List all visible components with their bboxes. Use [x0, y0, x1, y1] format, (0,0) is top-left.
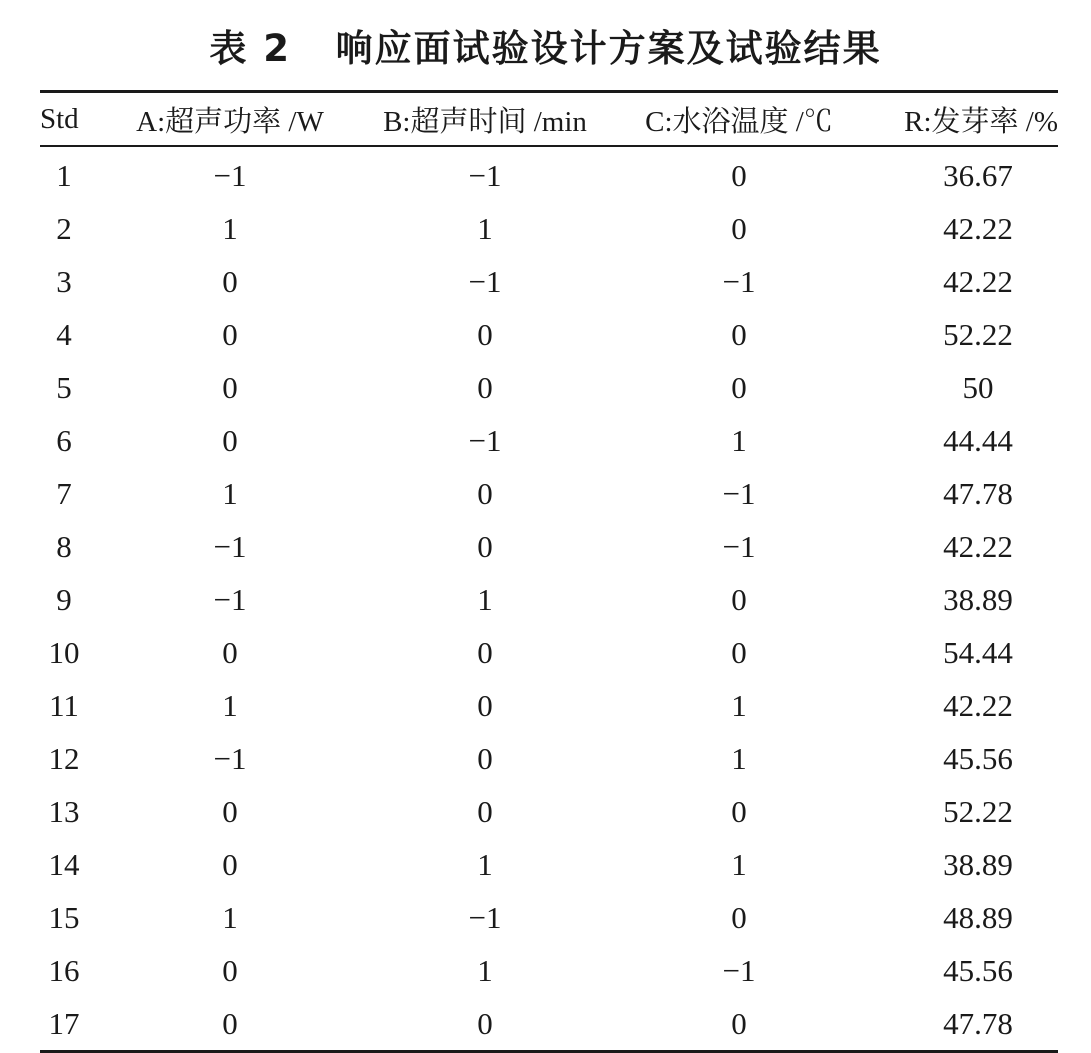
cell-std: 11 — [49, 687, 79, 723]
cell-temperature: 0 — [731, 634, 747, 670]
header-ultrasonic-power: A:超声功率 /W — [136, 105, 324, 138]
cell-temperature: −1 — [722, 263, 756, 299]
cell-power: 0 — [222, 369, 238, 405]
table-row — [40, 573, 1058, 626]
cell-power: 1 — [222, 210, 238, 246]
cell-temperature: 0 — [731, 581, 747, 617]
cell-time: −1 — [468, 422, 502, 458]
cell-power: −1 — [213, 528, 247, 564]
cell-temperature: 1 — [731, 687, 747, 723]
table-row — [40, 944, 1058, 997]
cell-time: 1 — [477, 210, 493, 246]
cell-power: 1 — [222, 899, 238, 935]
cell-germination-rate: 52.22 — [943, 793, 1013, 829]
cell-germination-rate: 50 — [962, 369, 994, 405]
header-std: Std — [40, 102, 79, 135]
cell-std: 2 — [56, 210, 72, 246]
cell-std: 5 — [56, 369, 72, 405]
table-row — [40, 467, 1058, 520]
cell-std: 8 — [56, 528, 72, 564]
table-row — [40, 414, 1058, 467]
cell-temperature: 0 — [731, 369, 747, 405]
cell-temperature: 0 — [731, 899, 747, 935]
cell-time: 0 — [477, 687, 493, 723]
cell-std: 14 — [48, 846, 80, 882]
cell-temperature: 1 — [731, 740, 747, 776]
results-table — [40, 90, 1058, 1053]
table-row — [40, 732, 1058, 785]
cell-germination-rate: 38.89 — [943, 846, 1013, 882]
cell-power: 0 — [222, 316, 238, 352]
cell-std: 6 — [56, 422, 72, 458]
cell-germination-rate: 47.78 — [943, 475, 1013, 511]
cell-germination-rate: 52.22 — [943, 316, 1013, 352]
cell-std: 4 — [56, 316, 72, 352]
cell-germination-rate: 45.56 — [943, 952, 1013, 988]
cell-std: 3 — [56, 263, 72, 299]
cell-time: 1 — [477, 952, 493, 988]
cell-germination-rate: 44.44 — [943, 422, 1013, 458]
cell-temperature: 0 — [731, 316, 747, 352]
cell-time: 0 — [477, 1005, 493, 1041]
table-row — [40, 785, 1058, 838]
cell-power: 0 — [222, 422, 238, 458]
cell-time: 0 — [477, 740, 493, 776]
cell-std: 15 — [48, 899, 80, 935]
cell-power: 0 — [222, 793, 238, 829]
cell-germination-rate: 42.22 — [943, 210, 1013, 246]
cell-std: 10 — [48, 634, 80, 670]
cell-power: 1 — [222, 687, 238, 723]
cell-power: 0 — [222, 952, 238, 988]
cell-power: 0 — [222, 1005, 238, 1041]
cell-time: −1 — [468, 899, 502, 935]
cell-germination-rate: 54.44 — [943, 634, 1013, 670]
table-row — [40, 679, 1058, 732]
table-row — [40, 361, 1058, 414]
cell-std: 12 — [48, 740, 80, 776]
cell-std: 9 — [56, 581, 72, 617]
table-row — [40, 308, 1058, 361]
cell-std: 1 — [56, 157, 72, 193]
cell-temperature: 0 — [731, 1005, 747, 1041]
cell-power: 1 — [222, 475, 238, 511]
cell-time: 0 — [477, 528, 493, 564]
cell-std: 17 — [48, 1005, 80, 1041]
cell-germination-rate: 45.56 — [943, 740, 1013, 776]
table-row — [40, 997, 1058, 1050]
header-germination-rate: R:发芽率 /% — [904, 105, 1058, 138]
cell-time: 0 — [477, 369, 493, 405]
cell-time: 0 — [477, 316, 493, 352]
header-ultrasonic-time: B:超声时间 /min — [383, 105, 587, 138]
cell-germination-rate: 38.89 — [943, 581, 1013, 617]
cell-time: −1 — [468, 157, 502, 193]
cell-time: 0 — [477, 475, 493, 511]
cell-germination-rate: 42.22 — [943, 687, 1013, 723]
cell-time: 1 — [477, 581, 493, 617]
table-header-row — [40, 93, 1058, 145]
cell-temperature: 1 — [731, 422, 747, 458]
table-row — [40, 255, 1058, 308]
cell-time: −1 — [468, 263, 502, 299]
cell-power: −1 — [213, 157, 247, 193]
cell-temperature: 1 — [731, 846, 747, 882]
cell-power: −1 — [213, 581, 247, 617]
cell-power: 0 — [222, 263, 238, 299]
cell-temperature: 0 — [731, 793, 747, 829]
table-row — [40, 202, 1058, 255]
cell-germination-rate: 42.22 — [943, 263, 1013, 299]
cell-temperature: −1 — [722, 952, 756, 988]
cell-std: 13 — [48, 793, 80, 829]
cell-germination-rate: 36.67 — [943, 157, 1013, 193]
table-body — [40, 147, 1058, 1050]
table-row — [40, 838, 1058, 891]
cell-temperature: 0 — [731, 157, 747, 193]
table-row — [40, 891, 1058, 944]
cell-germination-rate: 47.78 — [943, 1005, 1013, 1041]
cell-power: 0 — [222, 634, 238, 670]
cell-germination-rate: 48.89 — [943, 899, 1013, 935]
table-row — [40, 626, 1058, 679]
cell-temperature: 0 — [731, 210, 747, 246]
header-water-bath-temperature: C:水浴温度 /℃ — [645, 105, 833, 138]
cell-std: 16 — [48, 952, 80, 988]
cell-temperature: −1 — [722, 475, 756, 511]
table-row — [40, 520, 1058, 573]
cell-temperature: −1 — [722, 528, 756, 564]
cell-germination-rate: 42.22 — [943, 528, 1013, 564]
cell-std: 7 — [56, 475, 72, 511]
cell-time: 1 — [477, 846, 493, 882]
table-caption: 表 2 响应面试验设计方案及试验结果 — [209, 27, 882, 70]
cell-power: −1 — [213, 740, 247, 776]
cell-time: 0 — [477, 793, 493, 829]
table-row — [40, 149, 1058, 202]
cell-time: 0 — [477, 634, 493, 670]
cell-power: 0 — [222, 846, 238, 882]
